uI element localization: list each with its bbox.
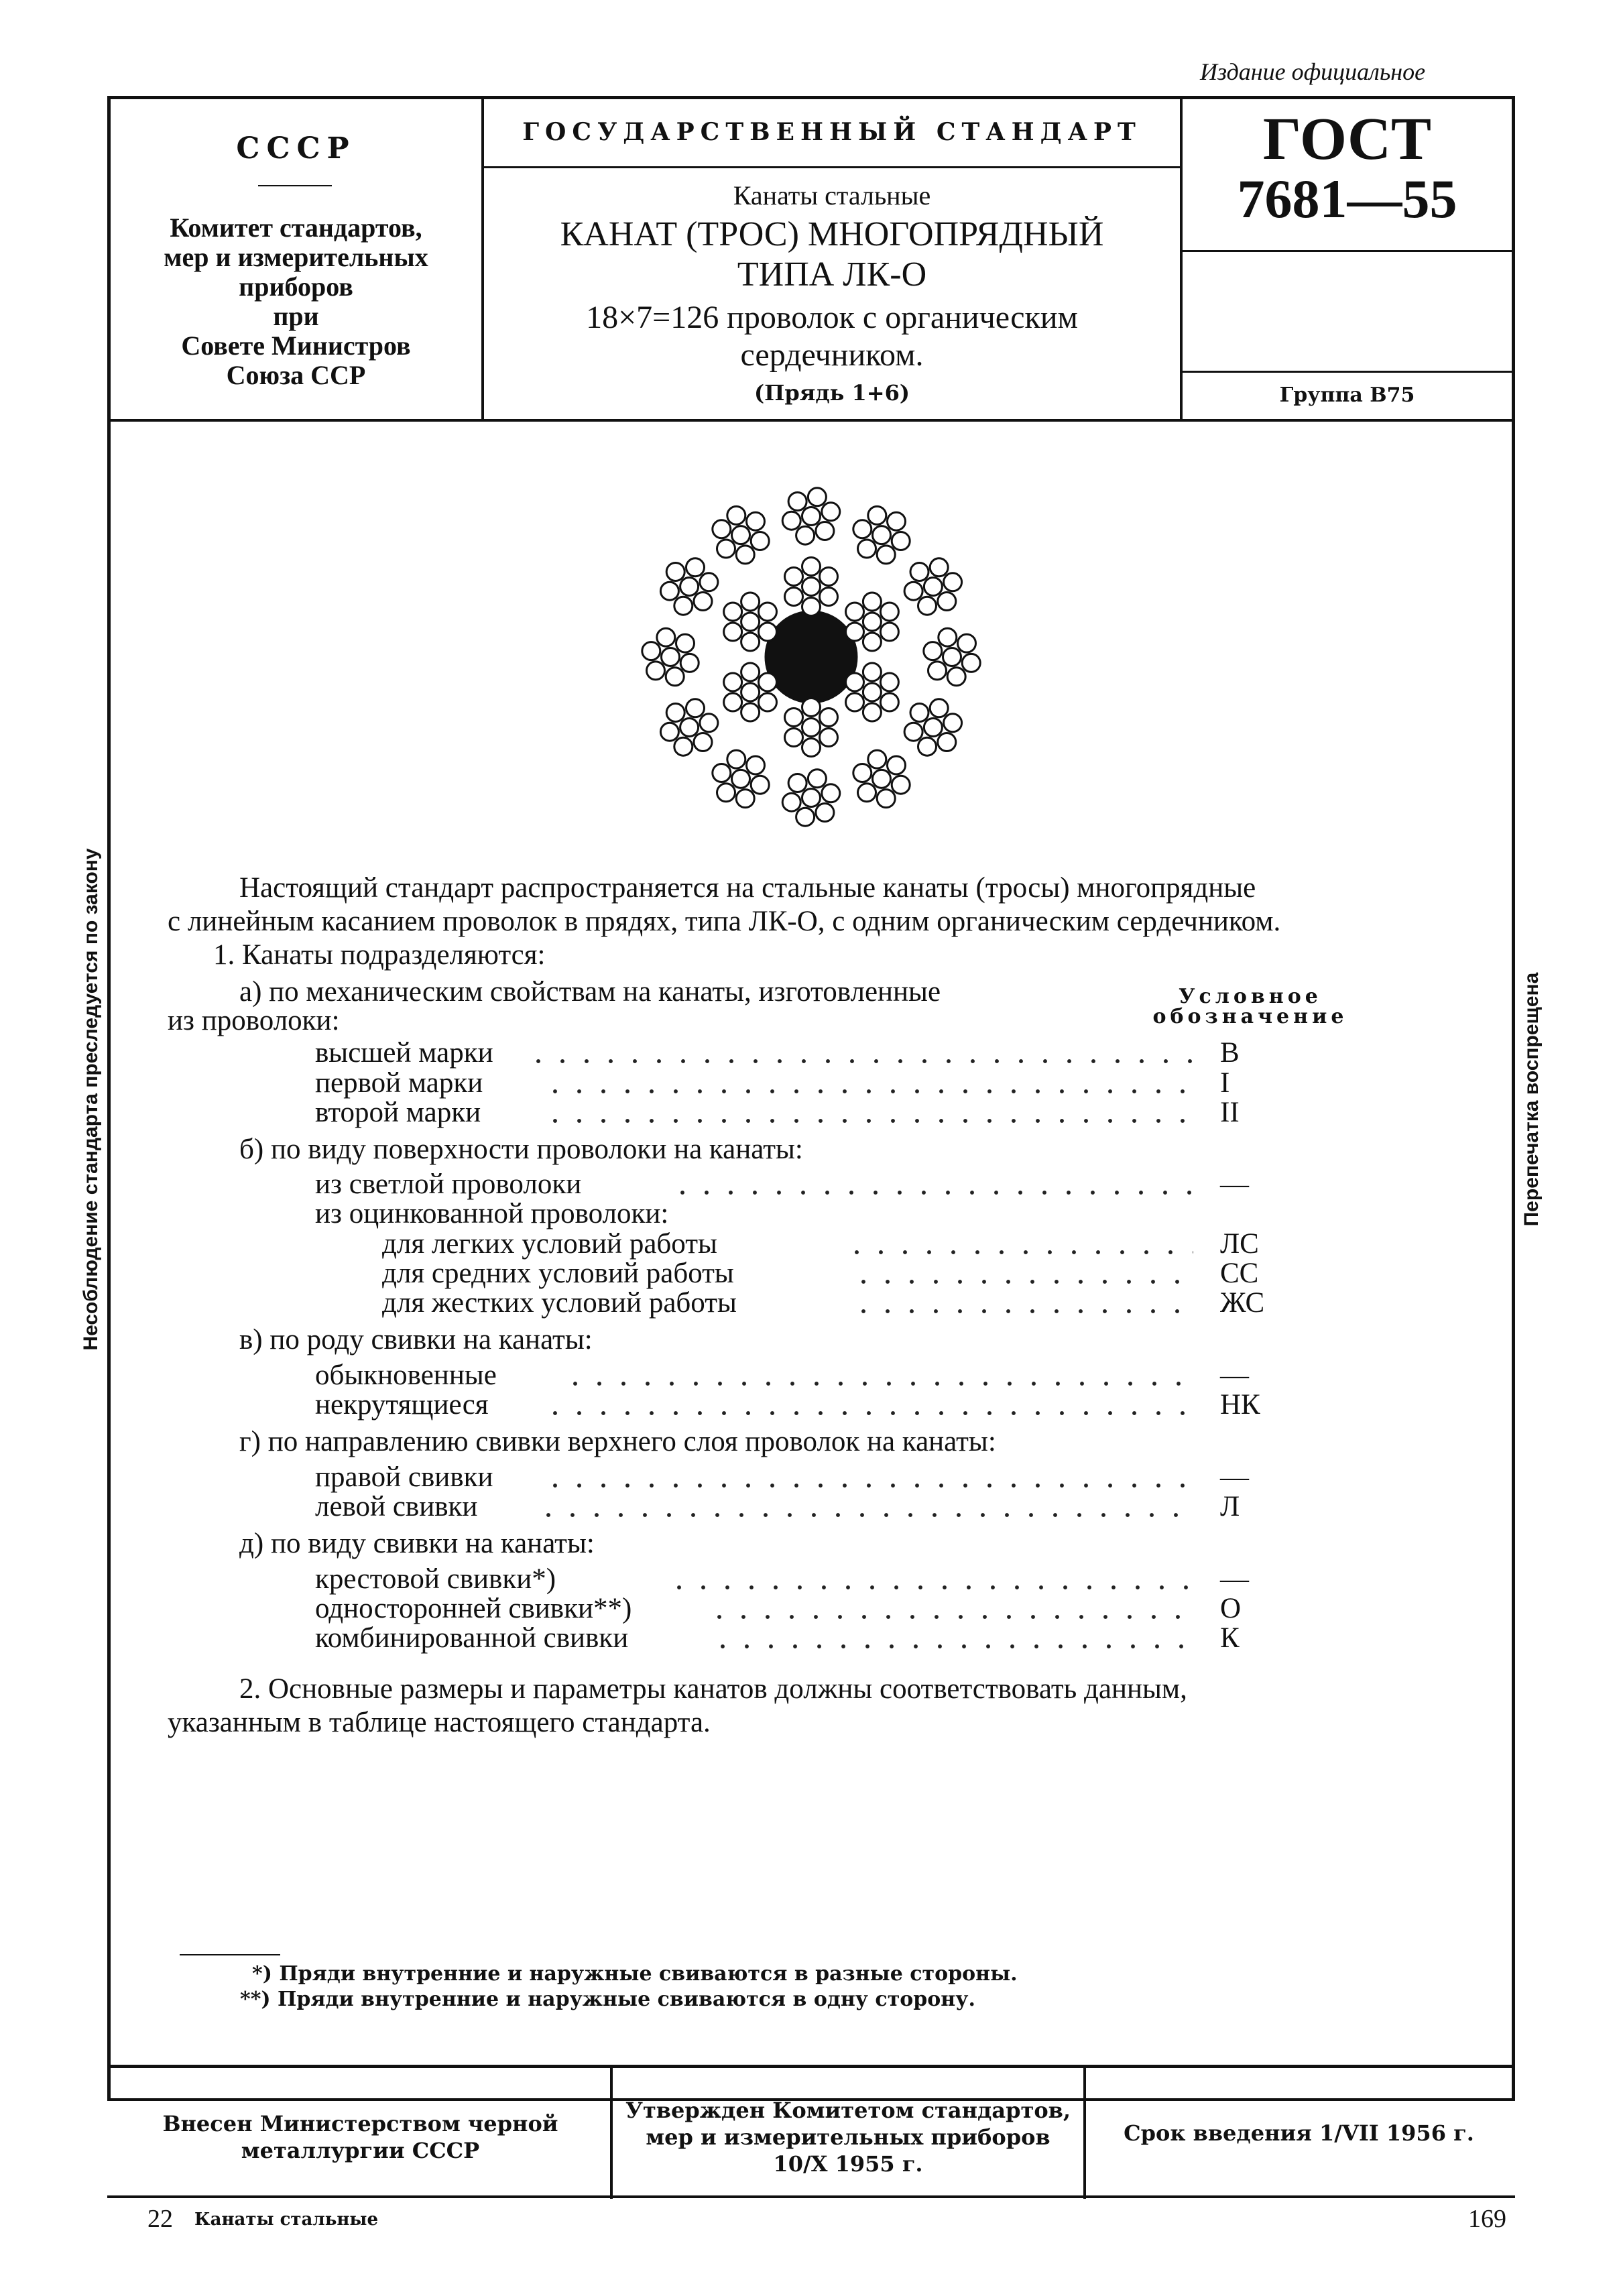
leader-dots xyxy=(543,1390,1193,1421)
intro-line-1: Настоящий стандарт распространяется на стальные канаты (тросы) многопрядные xyxy=(239,872,1256,904)
introduced-by xyxy=(111,2110,610,2164)
outer-strand-wire xyxy=(674,597,693,615)
outer-strand-wire xyxy=(676,634,695,652)
rope-cross-section xyxy=(623,469,999,845)
outer-strand-wire xyxy=(904,582,922,600)
footnote-rule xyxy=(180,1954,280,1955)
leader-dots xyxy=(851,1258,1193,1289)
list-item-label: для легких условий работы xyxy=(382,1228,717,1260)
leader-dots xyxy=(707,1593,1193,1624)
list-item-label: из светлой проволоки xyxy=(315,1168,582,1200)
outer-strand-wire xyxy=(892,532,910,550)
title-line: ТИПА ЛК-О xyxy=(737,255,927,294)
outer-strand-wire xyxy=(924,642,942,660)
approved-by-line: Утвержден Комитетом стандартов, xyxy=(625,2098,1071,2123)
inner-strand-wire xyxy=(724,673,742,691)
inner-strand-wire xyxy=(863,663,881,681)
list-item-code: I xyxy=(1220,1067,1230,1099)
list-item xyxy=(0,1097,1623,1128)
outer-strand-wire xyxy=(944,714,962,732)
inner-strand-wire xyxy=(802,558,821,576)
outer-strand-wire xyxy=(868,506,886,524)
committee-line: Совете Министров xyxy=(181,330,411,361)
outer-strand-wire xyxy=(802,507,821,526)
title-line: сердечником. xyxy=(740,337,924,373)
outer-strand-wire xyxy=(686,699,705,717)
outer-strand-wire xyxy=(717,784,735,802)
outer-strand-wire xyxy=(947,668,965,686)
outer-strand-wire xyxy=(666,563,684,581)
category: Канаты стальные xyxy=(733,180,931,210)
outer-strand-wire xyxy=(853,520,871,538)
list-item-code: О xyxy=(1220,1593,1242,1624)
inner-strand-wire xyxy=(802,739,821,757)
inner-strand-wire xyxy=(846,673,864,691)
list-item-label: для средних условий работы xyxy=(382,1258,734,1289)
committee-line: при xyxy=(273,301,319,331)
list-item-code: — xyxy=(1220,1168,1249,1200)
section-a-heading: а) по механическим свойствам на канаты, изготовленные xyxy=(239,976,941,1008)
inner-strand-wire xyxy=(785,568,803,586)
inner-strand-wire xyxy=(820,568,838,586)
gost-number: 7681—55 xyxy=(1237,168,1457,229)
approved-by xyxy=(613,2097,1083,2177)
title-line: КАНАТ (ТРОС) МНОГОПРЯДНЫЙ xyxy=(560,215,1104,253)
outer-strand-wire xyxy=(943,648,961,666)
leader-dots xyxy=(543,1068,1193,1099)
footnote-1: *) Пряди внутренние и наружные свиваются в разные стороны. xyxy=(252,1962,1018,1986)
outer-strand-wire xyxy=(751,776,769,794)
list-item-code: СС xyxy=(1220,1258,1259,1289)
running-title: Канаты стальные xyxy=(194,2210,379,2230)
strand-formula: (Прядь 1+6) xyxy=(754,380,910,406)
introduced-by-line: Внесен Министерством черной xyxy=(162,2111,558,2136)
list-item xyxy=(0,1360,1623,1391)
list-section-heading: из оцинкованной проволоки: xyxy=(315,1198,669,1229)
list-section-heading: г) по направлению свивки верхнего слоя проволок на канаты: xyxy=(239,1426,996,1457)
outer-strand-wire xyxy=(822,503,840,521)
committee-block xyxy=(111,213,481,390)
outer-strand-wire xyxy=(660,582,678,600)
item-1: 1. Канаты подразделяются: xyxy=(213,939,546,971)
outer-strand-wire xyxy=(674,737,693,756)
list-item xyxy=(0,1492,1623,1522)
inner-strand-wire xyxy=(741,633,760,651)
leader-dots xyxy=(670,1169,1193,1200)
gost-box-rule xyxy=(1180,250,1515,252)
outer-strand-wire xyxy=(747,756,765,774)
outer-strand-wire xyxy=(904,723,922,741)
list-item-label: некрутящиеся xyxy=(315,1389,489,1421)
outer-strand-wire xyxy=(796,526,815,544)
outer-strand-wire xyxy=(666,704,684,722)
outer-strand-wire xyxy=(888,512,906,530)
item-2-line-1: 2. Основные размеры и параметры канатов должны соответствовать данным, xyxy=(239,1673,1187,1705)
outer-strand-wire xyxy=(662,648,680,666)
list-item-label: второй марки xyxy=(315,1097,481,1128)
list-item-label: левой свивки xyxy=(315,1491,478,1522)
committee-line: Союза ССР xyxy=(226,360,366,390)
inner-strand-wire xyxy=(880,603,898,621)
inner-strand-wire xyxy=(785,709,803,727)
outer-strand-wire xyxy=(816,522,834,540)
footnote-2: **) Пряди внутренние и наружные свиваются в одну сторону. xyxy=(240,1988,975,2011)
inner-strand-wire xyxy=(741,663,760,681)
state-standard: ГОСУДАРСТВЕННЫЙ СТАНДАРТ xyxy=(522,118,1142,146)
outer-strand-wire xyxy=(700,714,718,732)
outer-strand-wire xyxy=(808,770,826,788)
inner-strand-wire xyxy=(820,729,838,747)
outer-strand-wire xyxy=(666,668,684,686)
list-item xyxy=(0,1390,1623,1421)
inner-strand-wire xyxy=(785,588,803,606)
outer-strand-wire xyxy=(853,764,871,782)
leader-dots xyxy=(845,1229,1193,1260)
outer-strand-wire xyxy=(918,737,937,756)
outer-strand-wire xyxy=(694,593,712,611)
outer-strand-wire xyxy=(686,558,705,577)
page-number-left: 22 xyxy=(147,2205,173,2233)
outer-strand-wire xyxy=(713,520,731,538)
list-item xyxy=(0,1623,1623,1654)
list-item-code: — xyxy=(1220,1563,1249,1595)
outer-strand-wire xyxy=(788,493,806,511)
outer-strand-wire xyxy=(944,573,962,591)
inner-strand-wire xyxy=(846,623,864,641)
list-item-code: ЛС xyxy=(1220,1228,1259,1260)
header-center-rule xyxy=(481,166,1182,168)
side-note-right: Перепечатка воспрещена xyxy=(1520,972,1543,1227)
side-note-left: Несоблюдение стандарта преследуется по закону xyxy=(80,848,102,1351)
list-item xyxy=(0,1038,1623,1069)
list-item xyxy=(0,1564,1623,1595)
edition-note: Издание официальное xyxy=(1200,58,1426,85)
outer-strand-wire xyxy=(694,733,712,751)
inner-strand-wire xyxy=(724,693,742,711)
document-subtitle xyxy=(484,299,1180,374)
section-a-heading-cont: из проволоки: xyxy=(168,1005,340,1036)
list-section-heading: д) по виду свивки на канаты: xyxy=(239,1528,595,1559)
outer-strand-wire xyxy=(888,756,906,774)
outer-strand-wire xyxy=(647,662,665,680)
footer-base-rule xyxy=(107,2195,1515,2198)
list-item-code: Л xyxy=(1220,1491,1240,1522)
list-item-label: высшей марки xyxy=(315,1037,493,1069)
list-item-code: ЖС xyxy=(1220,1287,1265,1319)
list-item xyxy=(0,1258,1623,1289)
outer-strand-wire xyxy=(727,750,745,768)
inner-strand-wire xyxy=(785,729,803,747)
outer-strand-wire xyxy=(930,699,948,717)
inner-strand-wire xyxy=(741,703,760,721)
inner-strand-wire xyxy=(759,623,777,641)
inner-strand-wire xyxy=(863,703,881,721)
list-item xyxy=(0,1169,1623,1200)
outer-strand-wire xyxy=(680,578,699,596)
outer-strand-wire xyxy=(680,654,699,672)
list-item xyxy=(0,1068,1623,1099)
list-item-label: первой марки xyxy=(315,1067,483,1099)
inner-strand-wire xyxy=(846,693,864,711)
approved-by-line: мер и измерительных приборов xyxy=(646,2124,1050,2150)
outer-strand-wire xyxy=(717,540,735,558)
outer-strand-wire xyxy=(962,654,980,672)
outer-strand-wire xyxy=(877,790,895,808)
effective-date: Срок введения 1/VII 1956 г. xyxy=(1124,2120,1474,2146)
outer-strand-wire xyxy=(657,628,675,646)
outer-strand-wire xyxy=(822,784,840,802)
list-item-code: НК xyxy=(1220,1389,1260,1421)
outer-strand-wire xyxy=(938,733,956,751)
inner-strand-wire xyxy=(724,623,742,641)
inner-strand-wire xyxy=(846,603,864,621)
inner-strand-wire xyxy=(802,598,821,616)
outer-strand-wire xyxy=(732,526,750,544)
outer-strand-wire xyxy=(892,776,910,794)
outer-strand-wire xyxy=(873,526,891,544)
inner-strand-wire xyxy=(759,603,777,621)
outer-strand-wire xyxy=(751,532,769,550)
outer-strand-wire xyxy=(816,804,834,822)
outer-strand-wire xyxy=(877,546,895,564)
inner-strand-wire xyxy=(802,699,821,717)
inner-strand-wire xyxy=(759,673,777,691)
header-top-rule xyxy=(107,96,1515,99)
inner-strand-wire xyxy=(802,719,821,737)
leader-dots xyxy=(543,1097,1193,1128)
footer-top-rule xyxy=(107,2065,1515,2068)
organic-core xyxy=(766,611,857,703)
inner-strand-wire xyxy=(880,623,898,641)
outer-strand-wire xyxy=(873,770,891,788)
list-item xyxy=(0,1229,1623,1260)
list-item-code: II xyxy=(1220,1097,1240,1128)
outer-strand-wire xyxy=(858,784,876,802)
outer-strand-wire xyxy=(796,808,815,826)
outer-strand-wire xyxy=(782,793,800,811)
outer-strand-wire xyxy=(736,546,754,564)
inner-strand-wire xyxy=(863,683,881,701)
outer-strand-wire xyxy=(928,662,947,680)
list-item-label: комбинированной свивки xyxy=(315,1622,629,1654)
outer-strand-wire xyxy=(918,597,937,615)
inner-strand-wire xyxy=(863,613,881,631)
inner-strand-wire xyxy=(741,613,760,631)
outer-strand-wire xyxy=(680,719,699,737)
outer-strand-wire xyxy=(802,789,821,807)
list-section-heading: в) по роду свивки на канаты: xyxy=(239,1324,593,1355)
leader-dots xyxy=(667,1564,1193,1595)
outer-strand-wire xyxy=(660,723,678,741)
list-item-code: — xyxy=(1220,1461,1249,1493)
outer-strand-wire xyxy=(700,573,718,591)
leader-dots xyxy=(711,1623,1193,1654)
outer-strand-wire xyxy=(736,790,754,808)
inner-strand-wire xyxy=(820,588,838,606)
designation-header-line: обозначение xyxy=(1152,1005,1348,1028)
outer-strand-wire xyxy=(727,506,745,524)
outer-strand-wire xyxy=(788,774,806,792)
list-item-label: односторонней свивки**) xyxy=(315,1593,632,1624)
header-bottom-rule xyxy=(107,419,1515,422)
leader-dots xyxy=(543,1462,1193,1493)
leader-dots xyxy=(851,1288,1193,1319)
document-title xyxy=(484,215,1180,295)
outer-strand-wire xyxy=(782,511,800,530)
committee-line: приборов xyxy=(239,271,353,302)
inner-strand-wire xyxy=(802,578,821,596)
list-item-code: К xyxy=(1220,1622,1240,1654)
designation-header xyxy=(1126,987,1374,1027)
inner-strand-wire xyxy=(759,693,777,711)
country-underline xyxy=(258,185,332,186)
leader-dots xyxy=(563,1360,1193,1391)
outer-strand-wire xyxy=(938,593,956,611)
approved-by-line: 10/Х 1955 г. xyxy=(773,2151,923,2177)
inner-strand-wire xyxy=(880,693,898,711)
intro-line-2: с линейным касанием проволок в прядях, типа ЛК-О, с одним органическим сердечником. xyxy=(168,906,1281,937)
list-item xyxy=(0,1288,1623,1319)
group-box-rule xyxy=(1180,371,1515,373)
outer-strand-wire xyxy=(713,764,731,782)
item-2-line-2: указанным в таблице настоящего стандарта. xyxy=(168,1707,711,1738)
inner-strand-wire xyxy=(724,603,742,621)
leader-dots xyxy=(526,1038,1193,1069)
outer-strand-wire xyxy=(910,563,928,581)
list-item-label: правой свивки xyxy=(315,1461,493,1493)
inner-strand-wire xyxy=(820,709,838,727)
outer-strand-wire xyxy=(858,540,876,558)
outer-strand-wire xyxy=(910,704,928,722)
list-item xyxy=(0,1593,1623,1624)
list-item-code: В xyxy=(1220,1037,1240,1069)
outer-strand-wire xyxy=(958,634,976,652)
country: СССР xyxy=(236,131,356,166)
outer-strand-wire xyxy=(924,719,942,737)
group-code: Группа В75 xyxy=(1279,383,1415,407)
gost-label: ГОСТ xyxy=(1262,106,1432,172)
leader-dots xyxy=(536,1492,1193,1522)
designation-header-line: Условное xyxy=(1179,985,1322,1008)
list-item-label: обыкновенные xyxy=(315,1360,497,1391)
inner-strand-wire xyxy=(863,593,881,611)
list-item xyxy=(0,1462,1623,1493)
introduced-by-line: металлургии СССР xyxy=(241,2138,480,2163)
committee-line: мер и измерительных xyxy=(164,242,428,272)
outer-strand-wire xyxy=(732,770,750,788)
list-item-label: крестовой свивки*) xyxy=(315,1563,556,1595)
outer-strand-wire xyxy=(924,578,942,596)
inner-strand-wire xyxy=(741,683,760,701)
outer-strand-wire xyxy=(747,512,765,530)
page-number-right: 169 xyxy=(1468,2205,1506,2233)
list-item-code: — xyxy=(1220,1360,1249,1391)
outer-strand-wire xyxy=(939,628,957,646)
inner-strand-wire xyxy=(741,593,760,611)
title-line: 18×7=126 проволок с органическим xyxy=(586,300,1078,335)
inner-strand-wire xyxy=(880,673,898,691)
list-item-label: для жестких условий работы xyxy=(382,1287,737,1319)
outer-strand-wire xyxy=(930,558,948,577)
inner-strand-wire xyxy=(863,633,881,651)
list-section-heading: б) по виду поверхности проволоки на канаты: xyxy=(239,1134,803,1165)
committee-line: Комитет стандартов, xyxy=(170,213,422,243)
outer-strand-wire xyxy=(808,488,826,506)
outer-strand-wire xyxy=(868,750,886,768)
outer-strand-wire xyxy=(642,642,660,660)
